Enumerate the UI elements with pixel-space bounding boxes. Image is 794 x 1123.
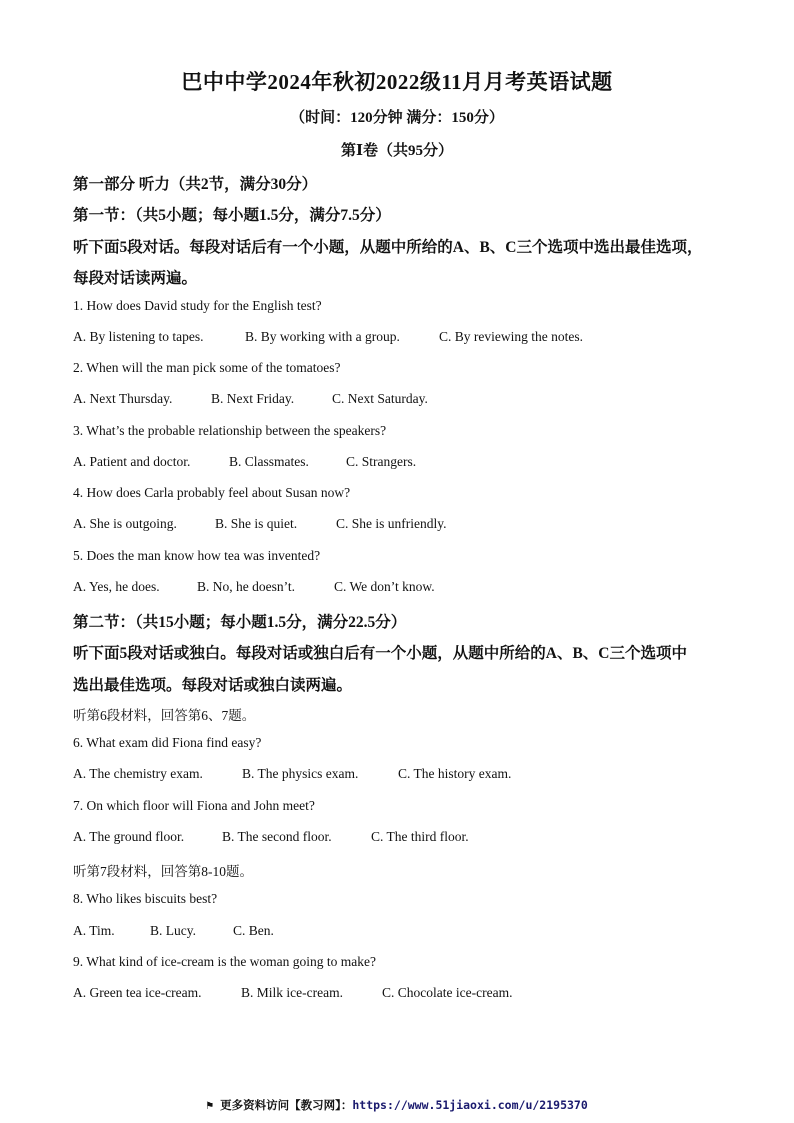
options-row: [73, 516, 447, 532]
page-title: 巴中中学2024年秋初2022级11月月考英语试题: [181, 70, 613, 94]
option-a: A. She is outgoing.: [73, 516, 177, 531]
option-b: B. She is quiet.: [215, 516, 298, 531]
question-text: 2. When will the man pick some of the tomatoes?: [73, 360, 341, 375]
option-b: B. The physics exam.: [242, 766, 359, 781]
option-b: B. Classmates.: [229, 454, 309, 469]
option-a: A. Next Thursday.: [73, 391, 173, 406]
option-a: A. The chemistry exam.: [73, 766, 203, 781]
options-row: [73, 579, 435, 595]
option-c: C. Next Saturday.: [332, 391, 428, 406]
option-c: C. Chocolate ice-cream.: [382, 985, 513, 1000]
instruction-line: 听下面5段对话或独白。每段对话或独白后有一个小题，从题中所给的A、B、C三个选项中: [73, 645, 687, 662]
footer-link[interactable]: https://www.51jiaoxi.com/u/2195370: [352, 1098, 588, 1112]
footer-label: 更多资料访问【教习网】：: [220, 1098, 353, 1112]
option-c: C. By reviewing the notes.: [439, 329, 583, 344]
option-b: B. By working with a group.: [245, 329, 400, 344]
option-c: C. She is unfriendly.: [336, 516, 447, 531]
options-row: [73, 454, 416, 470]
section-heading: 第二节：（共15小题；每小题1.5分，满分22.5分）: [73, 614, 407, 631]
option-c: C. We don’t know.: [334, 579, 435, 594]
question-text: 3. What’s the probable relationship between the speakers?: [73, 423, 387, 438]
option-a: A. By listening to tapes.: [73, 329, 204, 344]
option-a: A. The ground floor.: [73, 829, 185, 844]
options-row: [73, 923, 274, 939]
question-text: 7. On which floor will Fiona and John meet?: [73, 798, 315, 813]
option-c: C. The third floor.: [371, 829, 469, 844]
option-c: C. Strangers.: [346, 454, 417, 469]
instruction-line: 每段对话读两遍。: [73, 270, 198, 287]
question-text: 5. Does the man know how tea was invented?: [73, 548, 321, 563]
option-c: C. The history exam.: [398, 766, 512, 781]
question-text: 1. How does David study for the English test?: [73, 298, 322, 313]
options-row: [73, 829, 469, 845]
question-text: 4. How does Carla probably feel about Susan now?: [73, 485, 351, 500]
option-a: A. Patient and doctor.: [73, 454, 191, 469]
options-row: [73, 985, 512, 1001]
option-a: A. Green tea ice-cream.: [73, 985, 202, 1000]
exam-info: （时间：120分钟 满分：150分）: [290, 110, 504, 126]
question-text: 9. What kind of ice-cream is the woman going to make?: [73, 954, 377, 969]
option-b: B. No, he doesn’t.: [197, 579, 295, 594]
options-row: [73, 391, 428, 407]
option-b: B. Milk ice-cream.: [241, 985, 343, 1000]
question-text: 8. Who likes biscuits best?: [73, 891, 218, 906]
option-b: B. Next Friday.: [211, 391, 295, 406]
question-text: 6. What exam did Fiona find easy?: [73, 735, 262, 750]
options-row: [73, 329, 583, 345]
section-heading: 第一节：（共5小题；每小题1.5分，满分7.5分）: [73, 207, 391, 224]
option-c: C. Ben.: [233, 923, 274, 938]
option-a: A. Tim.: [73, 923, 115, 938]
instruction-line: 选出最佳选项。每段对话或独白读两遍。: [73, 677, 353, 694]
options-row: [73, 766, 511, 782]
instruction-line: 听下面5段对话。每段对话后有一个小题，从题中所给的A、B、C三个选项中选出最佳选项，: [73, 239, 703, 256]
material-note: 听第7段材料，回答第8-10题。: [73, 864, 253, 879]
option-b: B. Lucy.: [150, 923, 196, 938]
option-a: A. Yes, he does.: [73, 579, 160, 594]
option-b: B. The second floor.: [222, 829, 332, 844]
part-heading: 第一部分 听力（共2节，满分30分）: [73, 176, 318, 193]
volume-heading: 第Ⅰ卷（共95分）: [340, 143, 454, 159]
material-note: 听第6段材料，回答第6、7题。: [73, 708, 256, 723]
flag-icon: ⚑: [206, 1098, 214, 1112]
footer-banner: [0, 1097, 794, 1113]
